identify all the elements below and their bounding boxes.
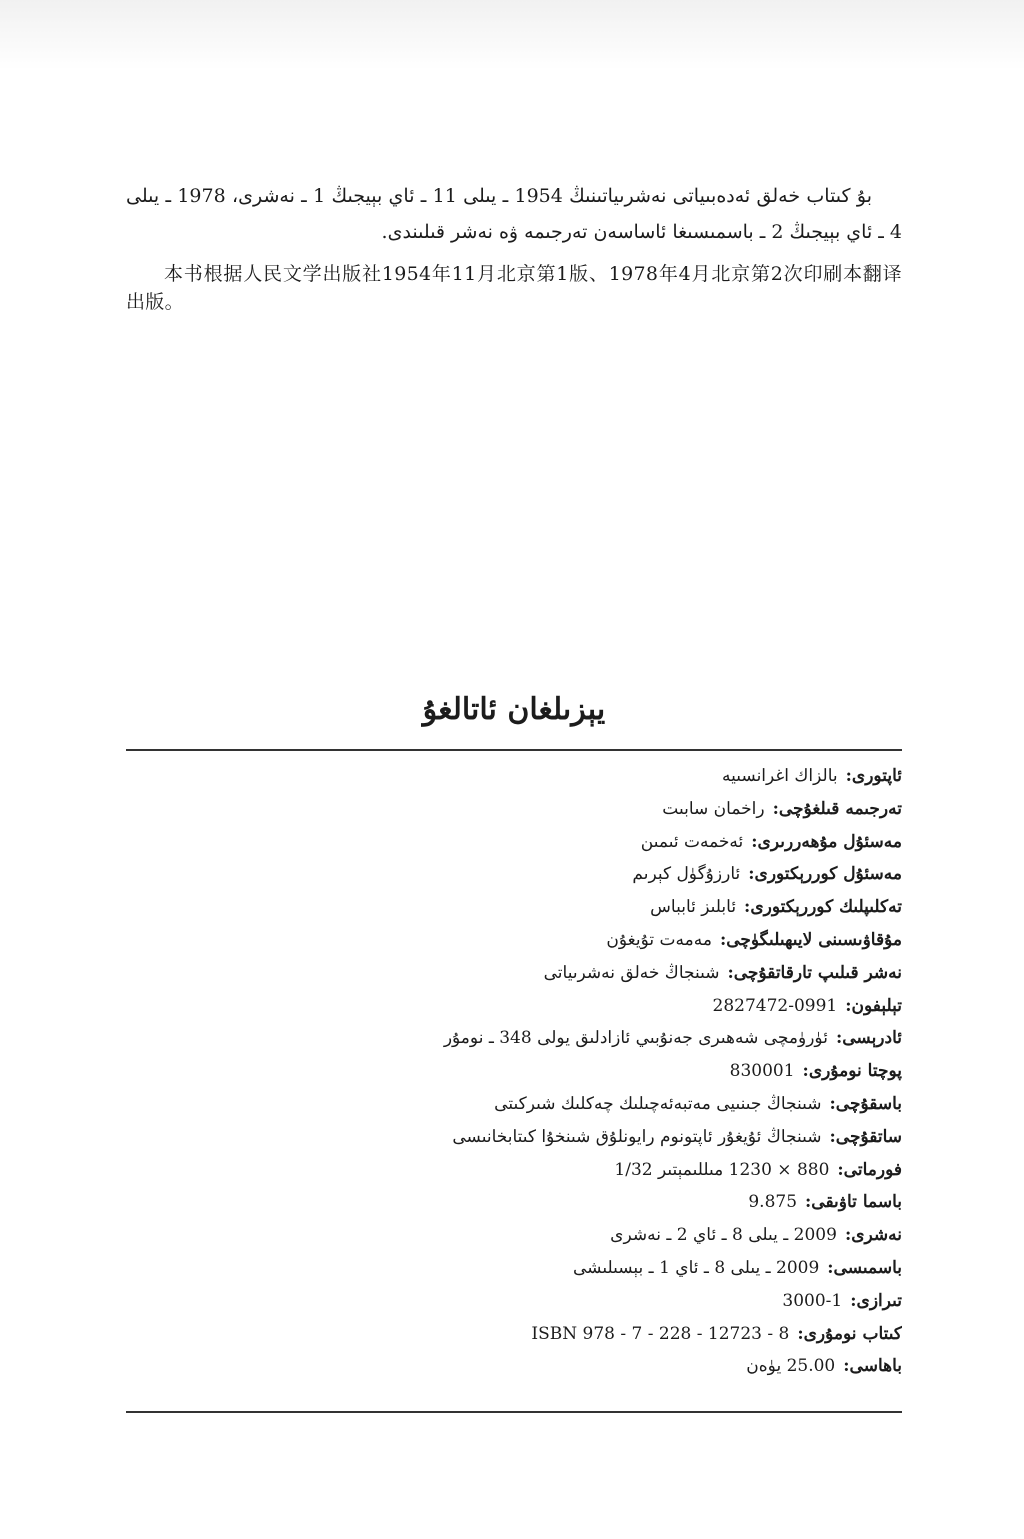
imprint-value: راخمان سابىت bbox=[662, 798, 765, 819]
imprint-label: ساتقۇچى: bbox=[829, 1126, 902, 1147]
imprint-title: يېزىلغان ئاتالغۇ bbox=[422, 692, 606, 727]
imprint-row-editor bbox=[126, 826, 902, 859]
imprint-row-author bbox=[126, 760, 902, 793]
imprint-value: 1-3000 bbox=[782, 1290, 843, 1311]
imprint-row-print-run bbox=[126, 1285, 902, 1318]
publication-note-uyghur: بۇ كىتاب خەلق ئەدەبىياتى نەشرىياتىنىڭ 1954 ـ يىلى 11 ـ ئاي بېيجىڭ 1 ـ نەشرى، 1978 ـ يىلى 4 ـ ئاي بېيجىڭ 2 ـ باسمىسىغا ئاساسەن تەرجىمە ۋە نەشر قىلىندى. bbox=[126, 185, 902, 243]
imprint-value: شىنجاڭ ئۇيغۇر ئاپتونوم رايونلۇق شىنخۇا كىتابخانىسى bbox=[452, 1126, 822, 1147]
imprint-label: ئاپتورى: bbox=[845, 766, 902, 786]
imprint-row-translator bbox=[126, 793, 902, 826]
scan-edge-shade bbox=[0, 0, 1024, 70]
imprint-label: باسمىسى: bbox=[827, 1257, 902, 1278]
imprint-value: 25.00 يۈەن bbox=[746, 1356, 836, 1377]
imprint-value: 880 × 1230 مىللىمېتىر 1/32 bbox=[614, 1159, 830, 1180]
imprint-value: ئەخمەت ئىمىن bbox=[640, 831, 744, 852]
imprint-label: پوچتا نومۇرى: bbox=[802, 1061, 902, 1082]
imprint-label: تىرازى: bbox=[850, 1290, 902, 1311]
imprint-label: باسما تاۋىقى: bbox=[805, 1192, 902, 1213]
imprint-value: 9.875 bbox=[748, 1192, 798, 1213]
imprint-row-cover-designer bbox=[126, 924, 902, 957]
imprint-value: بالزاك اغرانسىيە bbox=[722, 766, 838, 786]
imprint-row-proofreader bbox=[126, 858, 902, 891]
imprint-top-rule bbox=[126, 749, 902, 751]
imprint-label: مەسئۇل مۇھەررىرى: bbox=[751, 831, 902, 852]
imprint-row-price bbox=[126, 1350, 902, 1383]
imprint-label: مەسئۇل كوررېكتورى: bbox=[748, 864, 902, 885]
imprint-value: ئارزۇگۈل كېرىم bbox=[632, 864, 741, 885]
imprint-row-isbn bbox=[126, 1318, 902, 1351]
imprint-label: باھاسى: bbox=[843, 1356, 902, 1377]
imprint-value: ئۈرۈمچى شەھىرى جەنۇبىي ئازادلىق يولى 348 ـ نومۇر bbox=[443, 1028, 828, 1049]
imprint-row-distributor bbox=[126, 1121, 902, 1154]
imprint-value: ئابلىز ئابباس bbox=[650, 897, 737, 918]
imprint-row-phone bbox=[126, 990, 902, 1023]
imprint-label: نەشر قىلىپ تارقاتقۇچى: bbox=[727, 962, 902, 983]
imprint-label: تەكلىپلىك كوررېكتورى: bbox=[744, 897, 902, 918]
imprint-value: 0991-2827472 bbox=[712, 995, 838, 1016]
imprint-label: نەشرى: bbox=[844, 1225, 902, 1246]
imprint-value: 2009 ـ يىلى 8 ـ ئاي 1 ـ بېسىلىشى bbox=[573, 1257, 820, 1278]
imprint-value: 2009 ـ يىلى 8 ـ ئاي 2 ـ نەشرى bbox=[610, 1225, 837, 1246]
imprint-label: باسقۇچى: bbox=[829, 1093, 902, 1114]
imprint-label: تېلېفون: bbox=[845, 995, 902, 1016]
publication-note bbox=[126, 178, 902, 316]
imprint-row-printing bbox=[126, 1252, 902, 1285]
imprint-value: شىنجاڭ خەلق نەشرىياتى bbox=[543, 962, 720, 983]
imprint-label: ئادرېسى: bbox=[835, 1028, 902, 1049]
imprint-label: مۇقاۋىسىنى لايىھىلىگۈچى: bbox=[719, 929, 902, 950]
imprint-value: شىنجاڭ جىنىيى مەتبەئەچىلىك چەكلىك شىركىتى bbox=[494, 1093, 822, 1114]
imprint-bottom-rule bbox=[126, 1411, 902, 1413]
imprint-value: 830001 bbox=[729, 1061, 795, 1082]
imprint-label: فورماتى: bbox=[837, 1159, 902, 1180]
imprint-label: كىتاب نومۇرى: bbox=[797, 1323, 902, 1344]
imprint-row-sheets bbox=[126, 1186, 902, 1219]
imprint-value: مەمەت تۇيغۇن bbox=[606, 929, 712, 950]
imprint-row-format bbox=[126, 1154, 902, 1187]
imprint-list bbox=[126, 760, 902, 1383]
imprint-row-address bbox=[126, 1022, 902, 1055]
imprint-value: ISBN 978 - 7 - 228 - 12723 - 8 bbox=[531, 1323, 790, 1344]
imprint-row-guest-proofreader bbox=[126, 891, 902, 924]
imprint-row-publisher bbox=[126, 957, 902, 990]
publication-note-chinese: 本书根据人民文学出版社1954年11月北京第1版、1978年4月北京第2次印刷本翻译出版。 bbox=[126, 263, 902, 313]
imprint-row-edition bbox=[126, 1219, 902, 1252]
imprint-row-postcode bbox=[126, 1055, 902, 1088]
imprint-label: تەرجىمە قىلغۇچى: bbox=[772, 798, 902, 819]
imprint-row-printer bbox=[126, 1088, 902, 1121]
